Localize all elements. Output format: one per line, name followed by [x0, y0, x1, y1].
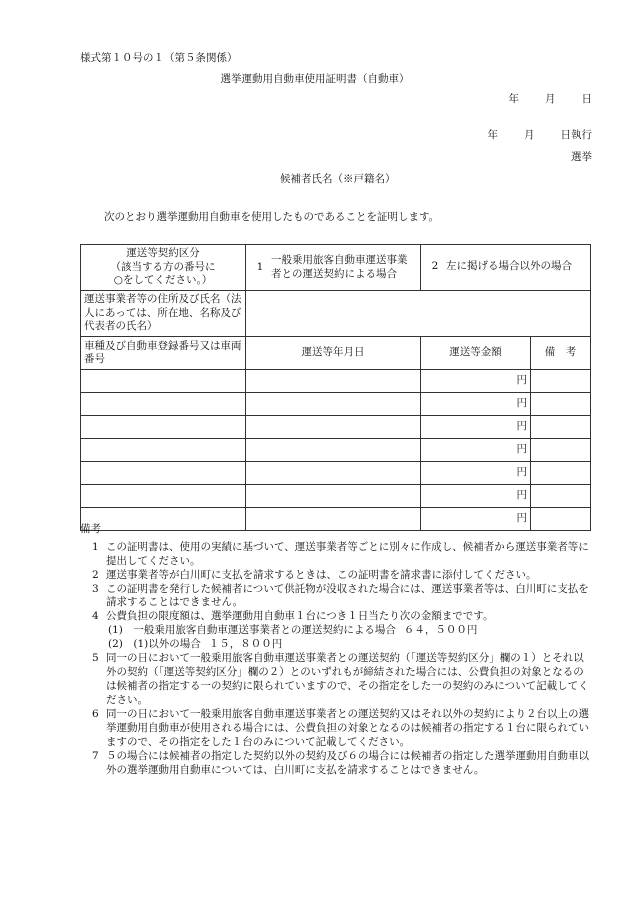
limit-sub-1: (1) 一般乗用旅客自動車運送事業者との運送契約による場合 ６４，５００円 [108, 624, 478, 637]
note-item: 4 公費負担の限度額は、選挙運動用自動車１台につき１日当たり次の金額までです。 [92, 610, 494, 623]
yen-unit: 円 [516, 374, 527, 387]
note-item: 6 同一の日において一般乗用旅客自動車運送事業者との運送契約又はそれ以外の契約により２台以上の選挙運動用自動車が使用される場合には、公費負担の対象となるのは候補者の指定する１台に限られていますので、その指定をした１台のみについて記載してください。 [92, 708, 589, 748]
limit-sub-2: (2) (1)以外の場合 １５，８００円 [108, 638, 283, 651]
date-year: 年 [508, 93, 519, 105]
election-year: 年 [487, 129, 498, 141]
election-month: 月 [524, 129, 535, 141]
yen-unit: 円 [516, 420, 527, 433]
document-title: 選挙運動用自動車使用証明書（自動車） [220, 73, 410, 85]
col-date: 運送等年月日 [246, 337, 421, 370]
table-row [81, 393, 591, 416]
note-item: 5 同一の日において一般乗用旅客自動車運送事業者との運送契約（「運送等契約区分」欄の１）とそれ以外の契約（「運送等契約区分」欄の２）とのいずれもが締結された場合には、公費負担の対象となるのは候補者の指定する一の契約に限られていますので、その指定をした一の契約のみについて記載してください。 [92, 652, 589, 707]
col-vehicle: 車種及び自動車登録番号又は車両番号 [81, 337, 246, 370]
yen-unit: 円 [516, 397, 527, 410]
table-row [81, 370, 591, 393]
operator-value[interactable] [246, 291, 591, 337]
contract-type-row [81, 245, 591, 291]
notes-section [80, 523, 592, 778]
usage-table [80, 244, 591, 531]
table-row [81, 485, 591, 508]
operator-row [81, 291, 591, 337]
election-name: 選挙 [571, 151, 592, 163]
yen-unit: 円 [516, 443, 527, 456]
contract-option-2[interactable]: 2 左に掲げる場合以外の場合 [421, 245, 591, 291]
note-item: 7 ５の場合には候補者の指定した契約以外の契約及び６の場合には候補者の指定した選挙運動用自動車以外の選挙運動用自動車については、白川町に支払を請求することはできません。 [92, 749, 589, 776]
note-item: 3 この証明書を発行した候補者について供託物が没収された場合には、運送事業者等は、白川町に支払を請求することはできません。 [92, 582, 589, 609]
header-row [81, 337, 591, 370]
table-row [81, 416, 591, 439]
election-day: 日執行 [560, 129, 592, 141]
intro-text: 次のとおり選挙運動用自動車を使用したものであることを証明します。 [104, 211, 440, 223]
yen-unit: 円 [516, 489, 527, 502]
notes-title: 備考 [80, 523, 101, 535]
contract-type-label: 運送等契約区分 （該当する方の番号に ○をしてください。） [81, 245, 246, 291]
contract-option-1[interactable]: 1一般乗用旅客自動車運送事業者との運送契約による場合 [246, 245, 421, 291]
note-item: 1 この証明書は、使用の実績に基づいて、運送事業者等ごとに別々に作成し、候補者から運送事業者等に提出してください。 [92, 540, 589, 567]
note-item: 2 運送事業者等が白川町に支払を請求するときは、この証明書を請求書に添付してください。 [92, 568, 537, 581]
yen-unit: 円 [516, 512, 527, 525]
election-date [462, 129, 593, 143]
table-row [81, 439, 591, 462]
operator-label: 運送事業者等の住所及び氏名（法人にあっては、所在地、名称及び代表者の氏名） [81, 291, 246, 337]
date-month: 月 [545, 93, 556, 105]
issue-date [483, 93, 593, 107]
col-amount: 運送等金額 [421, 337, 531, 370]
candidate-name-label: 候補者氏名（※戸籍名） [280, 173, 396, 185]
table-row [81, 462, 591, 485]
yen-unit: 円 [516, 466, 527, 479]
date-day: 日 [581, 93, 592, 105]
col-remarks: 備 考 [531, 337, 591, 370]
form-number: 様式第１０号の１（第５条関係） [80, 52, 238, 64]
